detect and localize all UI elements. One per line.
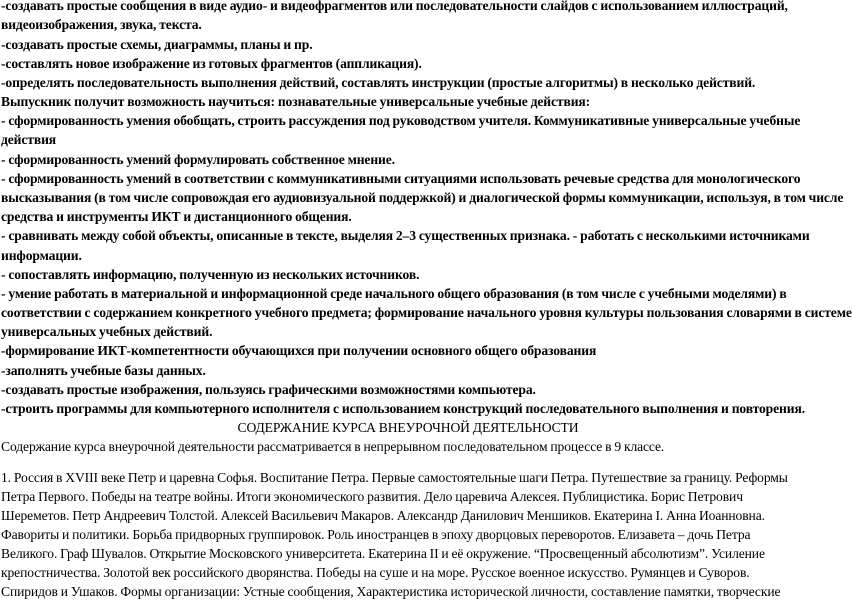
text-line-16: - умение работать в материальной и информационной среде начального общего образования (в том числе с учебными моделями) в <box>1 286 787 301</box>
text-line-8: действия <box>1 132 57 147</box>
text-line-4: -составлять новое изображение из готовых фрагментов (аппликация). <box>1 56 422 71</box>
topic-line-3: Шереметов. Петр Андреевич Толстой. Алексей Васильевич Макаров. Александр Данилович Меншиков. Екатерина I. Анна Иоанновна. <box>1 508 765 523</box>
text-line-9: - сформированность умений формулировать собственное мнение. <box>1 152 395 167</box>
text-line-13: - сравнивать между собой объекты, описанные в тексте, выделяя 2–3 существенных признака. - работать с несколькими источниками <box>1 228 810 243</box>
text-line-19: -формирование ИКТ-компетентности обучающихся при получении основного общего образования <box>1 343 597 358</box>
section-heading: СОДЕРЖАНИЕ КУРСА ВНЕУРОЧНОЙ ДЕЯТЕЛЬНОСТИ <box>237 420 579 435</box>
text-line-10: - сформированность умений в соответствии с коммуникативными ситуациями использовать речевые средства для монологического <box>1 171 801 186</box>
text-line-6: Выпускник получит возможность научиться: познавательные универсальные учебные действия: <box>1 94 591 109</box>
topic-line-7: Спиридов и Ушаков. Формы организации: Устные сообщения, Характеристика исторической личности, составление памятки, творческие <box>1 584 781 599</box>
topic-line-6: крепостничества. Золотой век российского дворянства. Победы на суше и на море. Русское военное искусство. Румянцев и Суворов. <box>1 565 750 580</box>
topic-line-2: Петра Первого. Победы на театре войны. Итоги экономического развития. Дело царевича Алексея. Публицистика. Борис Петрович <box>1 489 743 504</box>
text-line-7: - сформированность умения обобщать, строить рассуждения под руководством учителя. Коммуникативные универсальные учебные <box>1 113 801 128</box>
text-line-12: средства и инструменты ИКТ и дистанционного общения. <box>1 209 352 224</box>
text-line-3: -создавать простые схемы, диаграммы, планы и пр. <box>1 37 313 52</box>
text-line-11: высказывания (в том числе сопровождая его аудиовизуальной поддержкой) и диалогической формы коммуникации, используя, в том числе <box>1 190 844 205</box>
text-line-18: универсальных учебных действий. <box>1 324 213 339</box>
topic-line-1: 1. Россия в XVIII веке Петр и царевна Софья. Воспитание Петра. Первые самостоятельные шаги Петра. Путешествие за границу. Реформы <box>1 470 788 485</box>
intro-paragraph: Содержание курса внеурочной деятельности рассматривается в непрерывном последовательном процессе в 9 классе. <box>1 439 665 454</box>
text-line-5: -определять последовательность выполнения действий, составлять инструкции (простые алгоритмы) в несколько действий. <box>1 75 756 90</box>
text-line-2: видеоизображения, звука, текста. <box>1 17 202 32</box>
text-line-20: -заполнять учебные базы данных. <box>1 363 206 378</box>
text-line-15: - сопоставлять информацию, полученную из нескольких источников. <box>1 267 420 282</box>
text-line-21: -создавать простые изображения, пользуясь графическими возможностями компьютера. <box>1 382 536 397</box>
text-line-1: -создавать простые сообщения в виде аудио- и видеофрагментов или последовательности слайдов с использованием иллюстраций, <box>1 0 788 13</box>
topic-line-4: Фавориты и политики. Борьба придворных группировок. Роль иностранцев в эпоху дворцовых переворотов. Елизавета – дочь Петра <box>1 527 751 542</box>
text-line-17: соответствии с содержанием конкретного учебного предмета; формирование начального уровня культуры пользования словарями в системе <box>1 305 852 320</box>
text-line-14: информации. <box>1 248 82 263</box>
text-line-22: -строить программы для компьютерного исполнителя с использованием конструкций последовательного выполнения и повторения. <box>1 401 805 416</box>
topic-line-5: Великого. Граф Шувалов. Открытие Московского университета. Екатерина II и её окружение. “Просвещенный абсолютизм”. Усиление <box>1 546 765 561</box>
